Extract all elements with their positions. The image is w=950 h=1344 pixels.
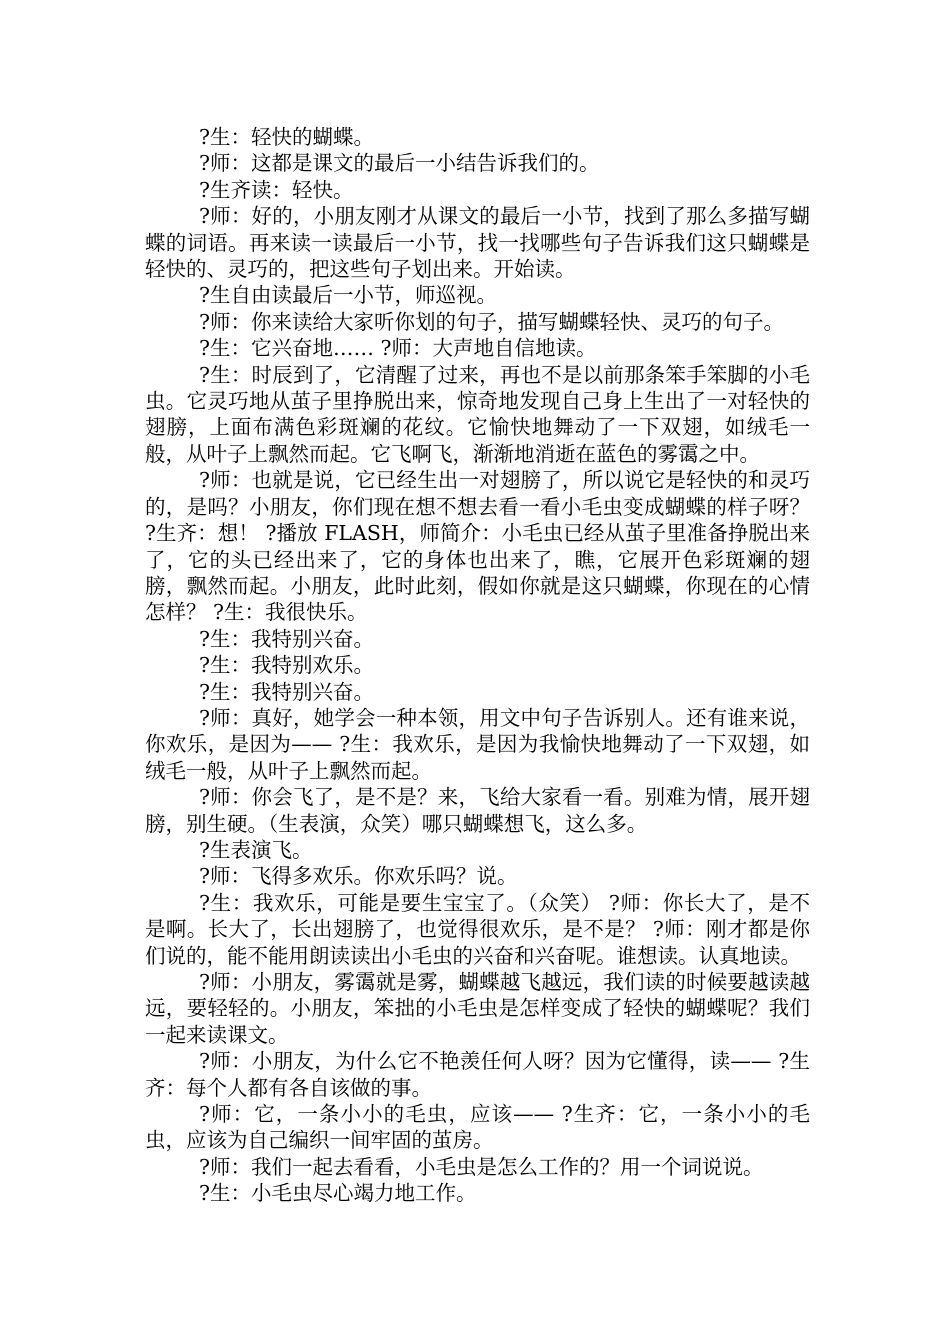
paragraph: ?生齐读：轻快。	[199, 177, 354, 202]
paragraph: ?师：它，一条小小的毛虫，应该—— ?生齐：它，一条小小的毛虫，应该为自己编织一间牢固的茧房。	[145, 1102, 810, 1153]
paragraph: ?师：小朋友，雾霭就是雾，蝴蝶越飞越远，我们读的时候要越读越远，要轻轻的。小朋友，笨拙的小毛虫是怎样变成了轻快的蝴蝶呢？我们一起来读课文。	[145, 970, 810, 1047]
paragraph: ?生表演飞。	[199, 837, 313, 862]
paragraph: ?师：我们一起去看看，小毛虫是怎么工作的？用一个词说说。	[199, 1154, 764, 1179]
paragraph: ?生：我特别兴奋。	[199, 626, 374, 651]
document-body	[145, 124, 810, 1207]
paragraph: ?师：也就是说，它已经生出一对翅膀了，所以说它是轻快的和灵巧的，是吗？小朋友，你们现在想不想去看一看小毛虫变成蝴蝶的样子呀？ ?生齐：想！ ?播放 FLASH，师简介：小毛虫已经从茧子里准备挣脱出来了，它的头已经出来了，它的身体也出来了，瞧，它展开色彩斑斓的翅膀，飘然而起。小朋友，此时此刻，假如你就是这只蝴蝶，你现在的心情怎样？ ?生：我很快乐。	[145, 468, 810, 625]
paragraph: ?生：时辰到了，它清醒了过来，再也不是以前那条笨手笨脚的小毛虫。它灵巧地从茧子里挣脱出来，惊奇地发现自己身上生出了一对轻快的翅膀，上面布满色彩斑斓的花纹。它愉快地舞动了一下双翅，如绒毛一般，从叶子上飘然而起。它飞啊飞，渐渐地消逝在蓝色的雾霭之中。	[145, 362, 810, 466]
paragraph: ?生：小毛虫尽心竭力地工作。	[199, 1181, 477, 1206]
paragraph: ?师：你会飞了，是不是？来，飞给大家看一看。别难为情，展开翅膀，别生硬。（生表演，众笑）哪只蝴蝶想飞，这么多。	[145, 785, 810, 836]
paragraph: ?师：这都是课文的最后一小结告诉我们的。	[199, 151, 600, 176]
paragraph: ?生自由读最后一小节，师巡视。	[199, 283, 497, 308]
paragraph: ?生：我欢乐，可能是要生宝宝了。（众笑） ?师：你长大了，是不是啊。长大了，长出翅膀了，也觉得很欢乐，是不是？ ?师：刚才都是你们说的，能不能用朗读读出小毛虫的兴奋和兴奋呢。谁想读。认真地读。	[145, 890, 810, 968]
paragraph: ?生：我特别兴奋。	[199, 679, 374, 704]
paragraph: ?师：飞得多欢乐。你欢乐吗？说。	[199, 864, 518, 889]
paragraph: ?师：真好，她学会一种本领，用文中句子告诉别人。还有谁来说，你欢乐，是因为—— ?生：我欢乐，是因为我愉快地舞动了一下双翅，如绒毛一般，从叶子上飘然而起。	[145, 705, 810, 783]
paragraph: ?生：我特别欢乐。	[199, 653, 374, 678]
paragraph: ?生：轻快的蝴蝶。	[199, 125, 374, 149]
paragraph: ?生：它兴奋地…… ?师：大声地自信地读。	[199, 336, 597, 361]
paragraph: ?师：小朋友，为什么它不艳羡任何人呀？因为它懂得，读—— ?生齐：每个人都有各自该做的事。	[145, 1049, 810, 1100]
paragraph: ?师：你来读给大家听你划的句子，描写蝴蝶轻快、灵巧的句子。	[199, 309, 784, 334]
paragraph: ?师：好的，小朋友刚才从课文的最后一小节，找到了那么多描写蝴蝶的词语。再来读一读最后一小节，找一找哪些句子告诉我们这只蝴蝶是轻快的、灵巧的，把这些句子划出来。开始读。	[145, 204, 810, 282]
